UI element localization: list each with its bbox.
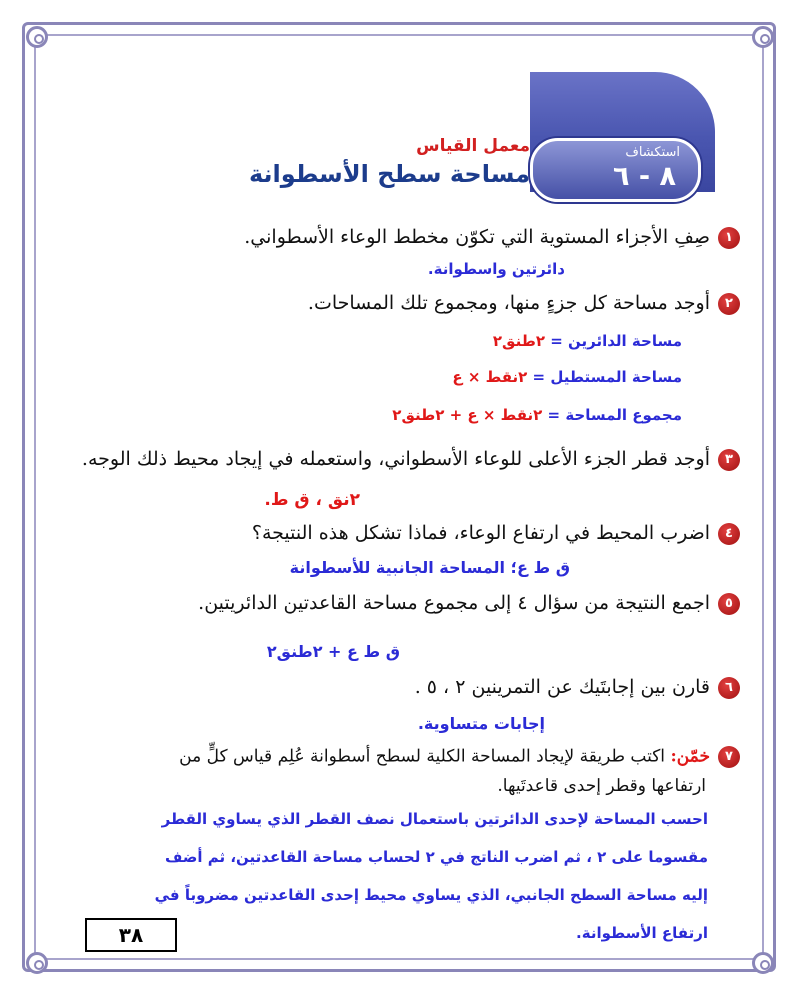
question-text: قارن بين إجابتَيك عن التمرينين ٢ ، ٥ .	[414, 676, 710, 698]
question-number: ٤	[718, 523, 740, 545]
answer-2-rectangle	[452, 368, 682, 386]
answer-7-line-4: ارتفاع الأسطوانة.	[576, 924, 708, 942]
question-text: أوجد مساحة كل جزءٍ منها، ومجموع تلك المساحات.	[307, 292, 710, 314]
lab-title: معمل القياس	[416, 136, 530, 156]
answer-6: إجابات متساوية.	[417, 714, 545, 733]
think-label: خمّن:	[670, 746, 710, 767]
answer-7-line-3: إليه مساحة السطح الجانبي، الذي يساوي محيط إحدى القاعدتين مضروباً في	[154, 886, 708, 904]
answer-2-circles	[493, 332, 682, 350]
answer-7-line-1: احسب المساحة لإحدى الدائرتين باستعمال نصف القطر الذي يساوي القطر	[161, 810, 708, 828]
answer-label: مجموع المساحة =	[547, 406, 682, 424]
explore-label: استكشاف	[625, 145, 680, 160]
answer-1: دائرتين واسطوانة.	[427, 260, 565, 278]
corner-ornament	[26, 952, 48, 974]
answer-label: مساحة الدائرين =	[550, 332, 682, 350]
answer-formula: ٢طنق٢	[492, 332, 545, 350]
answer-label: مساحة المستطيل =	[532, 368, 682, 386]
question-5	[198, 592, 740, 615]
lesson-badge	[530, 138, 701, 202]
corner-ornament	[752, 952, 774, 974]
lesson-title: مساحة سطح الأسطوانة	[248, 160, 530, 188]
answer-2-total	[392, 406, 682, 424]
answer-7-line-2: مقسوما على ٢ ، ثم اضرب الناتج في ٢ لحساب مساحة القاعدتين، ثم أضف	[165, 848, 708, 866]
question-number: ٦	[718, 677, 740, 699]
answer-5: ق ط ع + ٢طنق٢	[266, 642, 400, 661]
question-number: ١	[718, 227, 740, 249]
question-number: ٧	[718, 746, 740, 768]
question-number: ٥	[718, 593, 740, 615]
question-number: ٢	[718, 293, 740, 315]
corner-ornament	[26, 26, 48, 48]
corner-ornament	[752, 26, 774, 48]
question-text: اضرب المحيط في ارتفاع الوعاء، فماذا تشكل هذه النتيجة؟	[251, 522, 710, 544]
question-2	[308, 292, 740, 315]
question-text: أوجد قطر الجزء الأعلى للوعاء الأسطواني، واستعمله في إيجاد محيط ذلك الوجه.	[81, 448, 710, 470]
question-text: اجمع النتيجة من سؤال ٤ إلى مجموع مساحة القاعدتين الدائريتين.	[198, 592, 710, 614]
question-6	[415, 676, 740, 699]
question-7	[179, 746, 740, 768]
question-text: صِفِ الأجزاء المستوية التي تكوّن مخطط الوعاء الأسطواني.	[244, 226, 710, 248]
question-7-line-2: ارتفاعها وقطر إحدى قاعدتَيها.	[497, 776, 706, 796]
question-1	[244, 226, 740, 249]
question-4	[252, 522, 740, 545]
page-number: ٣٨	[85, 918, 177, 952]
lesson-number: ٨ - ٦	[613, 161, 676, 192]
answer-formula: ٢نقط × ع + ٢طنق٢	[392, 406, 543, 424]
question-text: اكتب طريقة لإيجاد المساحة الكلية لسطح أسطوانة عُلِم قياس كلٍّ من	[179, 746, 666, 767]
question-number: ٣	[718, 449, 740, 471]
question-3	[82, 448, 740, 471]
answer-formula: ٢نقط × ع	[452, 368, 528, 386]
answer-3: ٢نق ، ق ط.	[264, 490, 360, 510]
answer-4: ق ط ع؛ المساحة الجانبية للأسطوانة	[289, 558, 570, 577]
